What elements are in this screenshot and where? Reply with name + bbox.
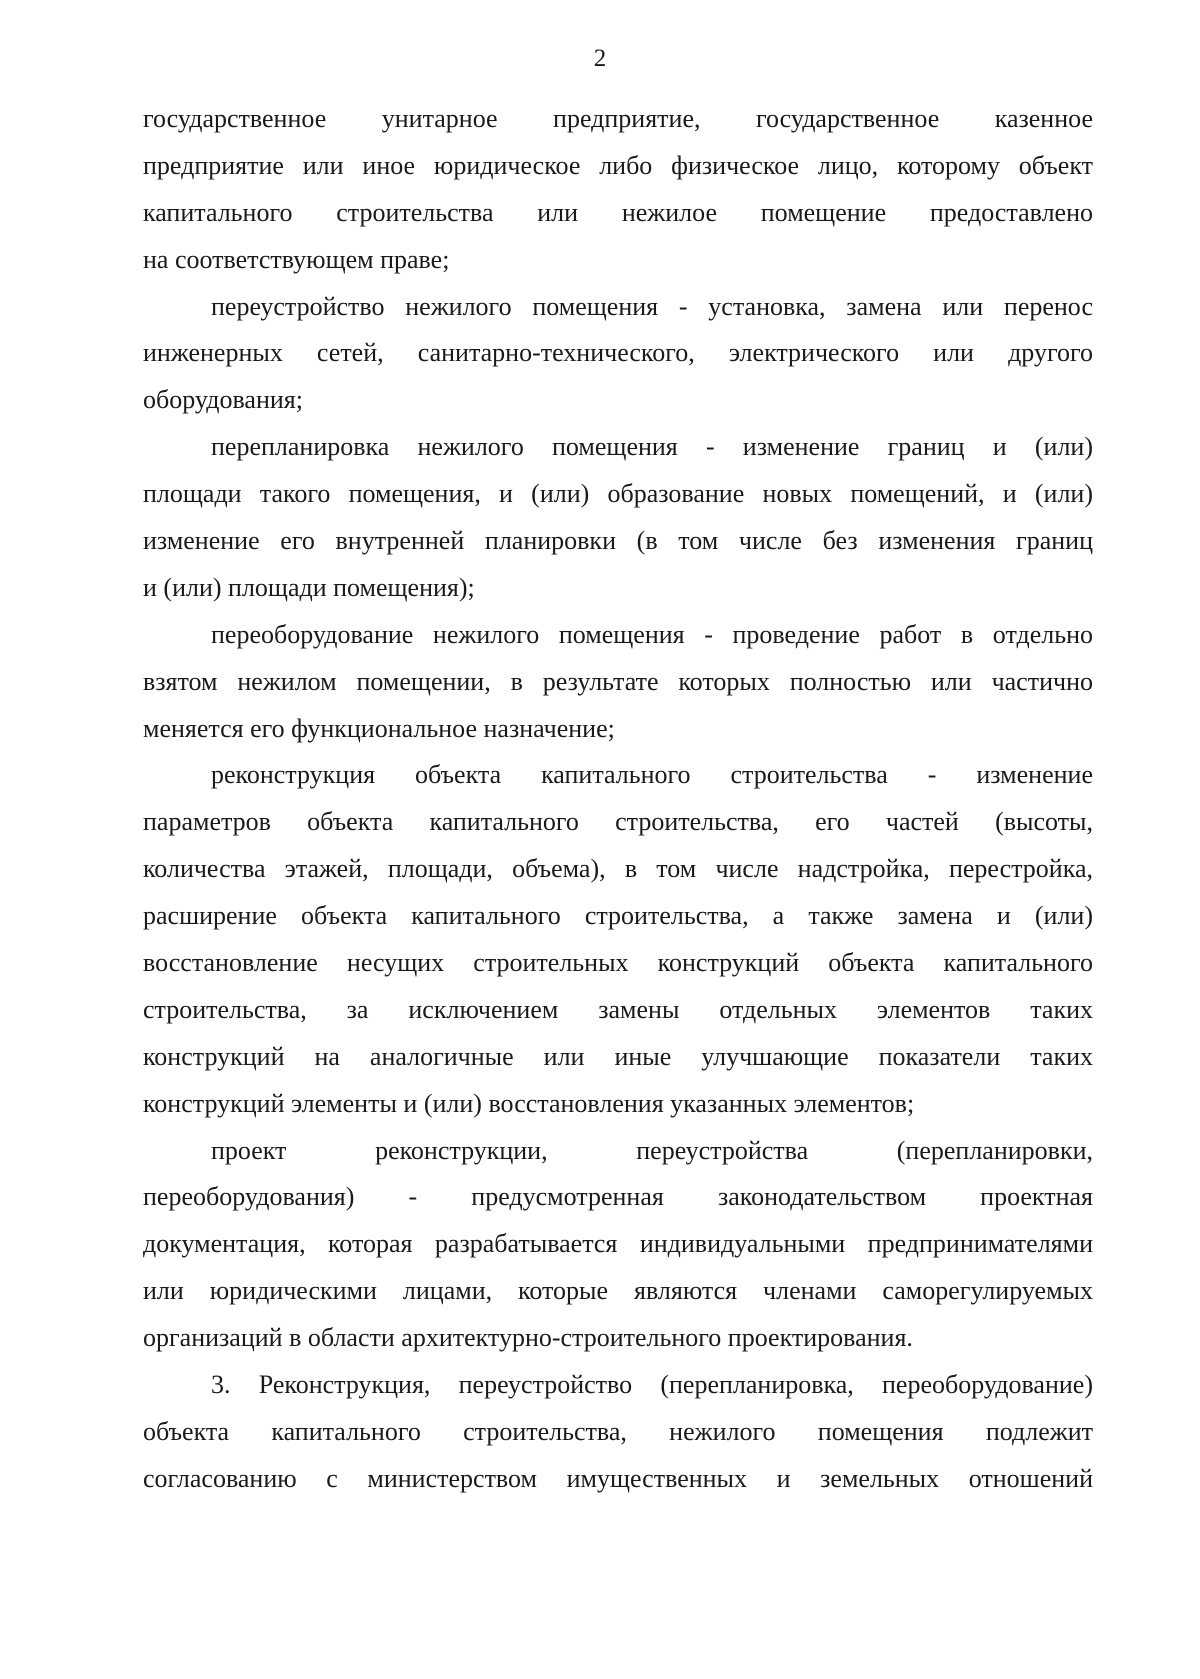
document-body bbox=[143, 96, 1093, 1503]
paragraph-line: параметров объекта капитального строительства, его частей (высоты, bbox=[143, 807, 1093, 837]
paragraph-line: восстановление несущих строительных конструкций объекта капитального bbox=[143, 948, 1093, 978]
paragraph bbox=[143, 424, 1093, 612]
paragraph-line: оборудования; bbox=[143, 385, 303, 415]
paragraph-line: и (или) площади помещения); bbox=[143, 572, 475, 602]
paragraph-line: переоборудование нежилого помещения - проведение работ в отдельно bbox=[211, 619, 1093, 649]
paragraph-line: строительства, за исключением замены отдельных элементов таких bbox=[143, 994, 1093, 1024]
paragraph bbox=[143, 612, 1093, 753]
paragraph-line: государственное унитарное предприятие, государственное казенное bbox=[143, 104, 1093, 133]
paragraph-line: конструкций элементы и (или) восстановления указанных элементов; bbox=[143, 1088, 915, 1118]
paragraph-line: или юридическими лицами, которые являются членами саморегулируемых bbox=[143, 1276, 1093, 1306]
paragraph-line: документация, которая разрабатывается индивидуальными предпринимателями bbox=[143, 1229, 1093, 1259]
paragraph bbox=[143, 284, 1093, 425]
paragraph-line: переустройство нежилого помещения - установка, замена или перенос bbox=[211, 291, 1093, 321]
paragraph-line: взятом нежилом помещении, в результате которых полностью или частично bbox=[143, 666, 1093, 696]
paragraph-line: перепланировка нежилого помещения - изменение границ и (или) bbox=[211, 432, 1093, 462]
paragraph bbox=[143, 752, 1093, 1127]
paragraph-line: организаций в области архитектурно-строительного проектирования. bbox=[143, 1323, 913, 1353]
paragraph-line: согласованию с министерством имущественных и земельных отношений bbox=[143, 1463, 1093, 1493]
paragraph-line: объекта капитального строительства, нежилого помещения подлежит bbox=[143, 1416, 1093, 1446]
paragraph-line: капитального строительства или нежилое помещение предоставлено bbox=[143, 197, 1093, 227]
page-number: 2 bbox=[593, 45, 607, 72]
paragraph bbox=[143, 96, 1093, 284]
paragraph-line: изменение его внутренней планировки (в том числе без изменения границ bbox=[143, 526, 1093, 556]
paragraph-line: инженерных сетей, санитарно-технического, электрического или другого bbox=[143, 338, 1093, 368]
paragraph-line: 3. Реконструкция, переустройство (перепланировка, переоборудование) bbox=[211, 1370, 1093, 1400]
paragraph-line: реконструкция объекта капитального строительства - изменение bbox=[211, 760, 1093, 790]
paragraph-line: переоборудования) - предусмотренная законодательством проектная bbox=[143, 1182, 1093, 1212]
paragraph-line: площади такого помещения, и (или) образование новых помещений, и (или) bbox=[143, 479, 1093, 509]
paragraph-line: на соответствующем праве; bbox=[143, 244, 450, 274]
paragraph bbox=[143, 1362, 1093, 1503]
paragraph-line: меняется его функциональное назначение; bbox=[143, 713, 615, 743]
paragraph-line: расширение объекта капитального строительства, а также замена и (или) bbox=[143, 901, 1093, 931]
paragraph-line: количества этажей, площади, объема), в том числе надстройка, перестройка, bbox=[143, 854, 1093, 884]
paragraph-line: конструкций на аналогичные или иные улучшающие показатели таких bbox=[143, 1041, 1093, 1071]
paragraph-line: проект реконструкции, переустройства (перепланировки, bbox=[211, 1135, 1093, 1165]
paragraph bbox=[143, 1128, 1093, 1362]
paragraph-line: предприятие или иное юридическое либо физическое лицо, которому объект bbox=[143, 150, 1093, 180]
